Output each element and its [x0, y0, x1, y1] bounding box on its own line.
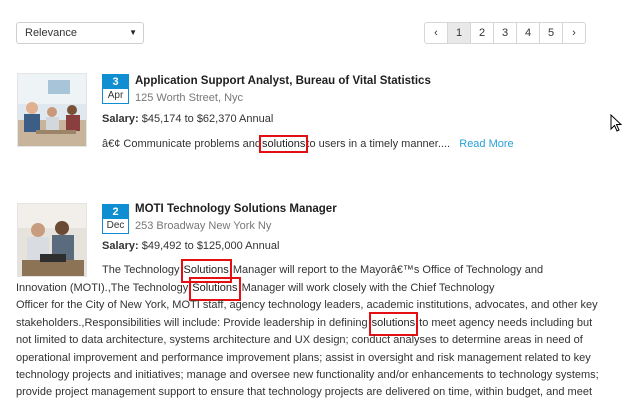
desc-text: Innovation (MOTI).,The Technology [16, 282, 189, 294]
job-snippet [102, 138, 514, 150]
mouse-cursor-icon [610, 114, 622, 135]
pagination-page-3[interactable]: 3 [493, 22, 517, 44]
pagination-page-5[interactable]: 5 [539, 22, 563, 44]
snippet-text: â€¢ Communicate problems and [102, 138, 261, 150]
desc-text: The Technology [102, 264, 180, 276]
job-thumbnail[interactable] [17, 203, 87, 277]
search-highlight: solutions [370, 315, 417, 333]
sort-select-value: Relevance [25, 27, 77, 39]
pagination-prev-button[interactable]: ‹ [424, 22, 448, 44]
date-day: 3 [103, 75, 128, 89]
job-description-line [16, 280, 495, 298]
salary-label: Salary: [102, 113, 139, 125]
job-address: 253 Broadway New York Ny [135, 220, 272, 232]
job-description-line: not limited to data architecture, systems architecture and UX design; conduct analyses to determine areas in need of [16, 334, 583, 346]
job-title-link[interactable]: Application Support Analyst, Bureau of Vital Statistics [135, 75, 431, 87]
date-month: Apr [107, 90, 124, 101]
salary-value: $49,492 to $125,000 Annual [141, 240, 280, 252]
pagination [424, 22, 586, 44]
desc-text: Manager will work closely with the Chief Technology [241, 282, 495, 294]
snippet-text: to users in a timely manner.... [306, 138, 451, 150]
desc-text: stakeholders.,Responsibilities will include: Provide leadership in defining [16, 317, 368, 329]
job-thumbnail[interactable] [17, 73, 87, 147]
pagination-next-button[interactable]: › [562, 22, 586, 44]
job-salary [102, 240, 279, 252]
job-address: 125 Worth Street, Nyc [135, 92, 244, 104]
search-highlight: solutions [261, 138, 306, 150]
date-day: 2 [103, 205, 128, 219]
job-description-line [102, 262, 543, 280]
desc-text: to meet agency needs including but [419, 317, 593, 329]
date-month: Dec [106, 220, 125, 231]
chevron-down-icon: ▼ [129, 28, 137, 37]
date-badge [102, 74, 129, 104]
sort-select[interactable] [16, 22, 144, 44]
job-description-line: Officer for the City of New York, MOTI staff, agency technology leaders, academic institutions, advocates, and other key [16, 299, 598, 311]
job-description-line: provide project management support to ensure that technology projects are delivered on time, within budget, and meet [16, 386, 593, 398]
pagination-page-2[interactable]: 2 [470, 22, 494, 44]
job-description-line [16, 315, 592, 333]
search-highlight: Solutions [182, 262, 231, 280]
read-more-link[interactable]: Read More [459, 138, 514, 150]
date-badge [102, 204, 129, 234]
pagination-page-1[interactable]: 1 [447, 22, 471, 44]
job-description-line: technology projects and initiatives; manage and oversee new functionality and/or enhancements to technology systems; [16, 369, 599, 381]
desc-text: Manager will report to the Mayorâ€™s Office of Technology and [232, 264, 544, 276]
search-highlight: Solutions [190, 280, 239, 298]
job-title-link[interactable]: MOTI Technology Solutions Manager [135, 203, 337, 215]
job-description-line: operational improvement and performance improvement plans; assist in oversight and risk management related to key [16, 352, 591, 364]
pagination-page-4[interactable]: 4 [516, 22, 540, 44]
salary-label: Salary: [102, 240, 139, 252]
salary-value: $45,174 to $62,370 Annual [141, 113, 274, 125]
job-salary [102, 113, 273, 125]
